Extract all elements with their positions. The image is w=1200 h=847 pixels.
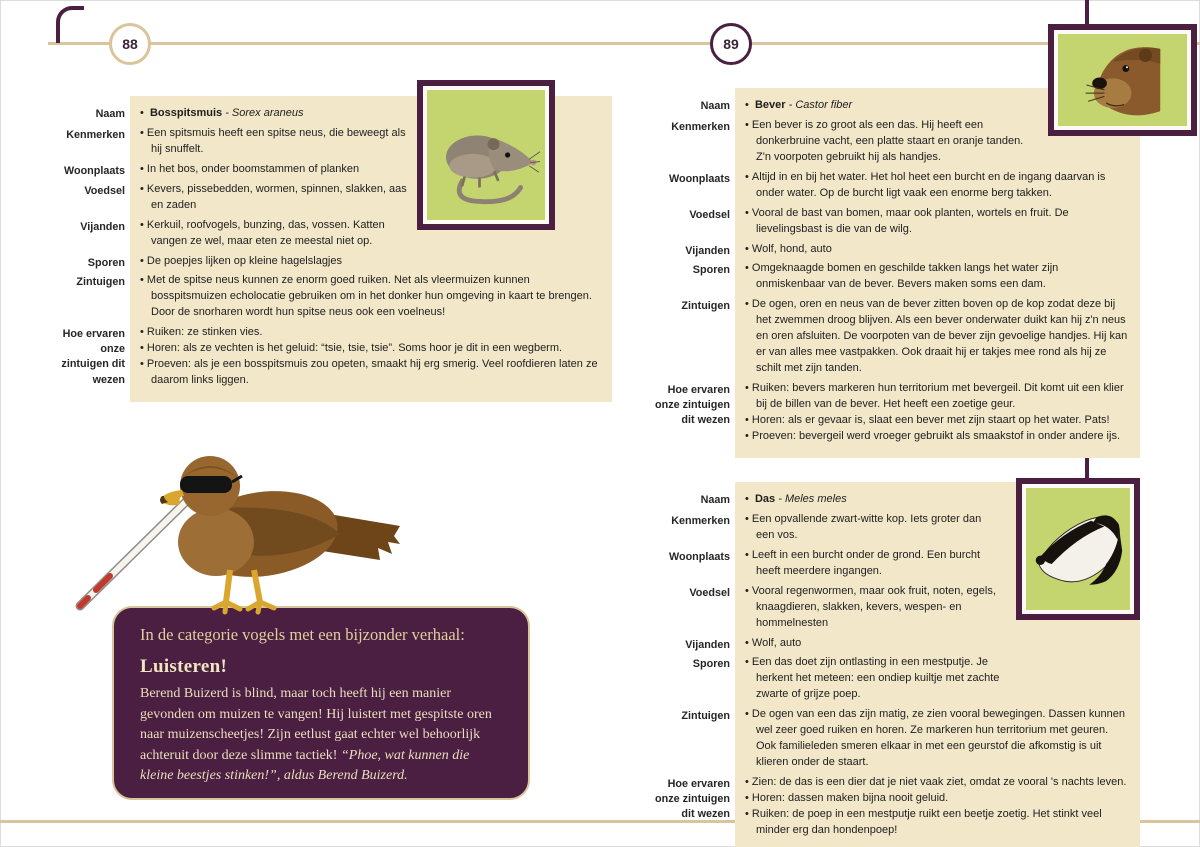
fact-label: Vijanden: [80, 220, 125, 233]
fact-label: Voedsel: [84, 184, 125, 197]
animal-name: Bever: [754, 99, 786, 111]
story-body-text: Berend Buizerd is blind, maar toch heeft hij een manier gevonden om muizen te vangen! Hij luistert met gespitste oren naar muizenscheetjes! Zijn eetlust gaat echter wel behoorlijk achteruit door deze slimme tactiek!: [140, 686, 492, 763]
corner-bracket: [56, 6, 84, 43]
fact-item: • De poepjes lijken op kleine hagelslagjes: [140, 254, 600, 270]
shrew-image: [417, 80, 555, 230]
fact-content: [735, 653, 1140, 705]
fact-content: [130, 323, 612, 402]
fact-item: • Een das doet zijn ontlasting in een mestputje. Je herkent het meteen: een ondiep kuiltje met zachte zwarte of grijze poep.: [745, 655, 1002, 703]
fact-item: • Omgeknaagde bomen en geschilde takken langs het water zijn onmiskenbaar van de bever. Bevers maken soms een dam.: [745, 261, 1128, 293]
fact-label: Hoe ervaren onze zintuigen dit wezen: [61, 328, 125, 386]
fact-label: Zintuigen: [681, 710, 730, 723]
fact-label: Voedsel: [689, 586, 730, 599]
fact-label: Naam: [700, 100, 730, 112]
beaver-illustration: [1063, 39, 1182, 121]
fact-content: [735, 204, 1140, 240]
animal-name: Das: [754, 493, 776, 505]
page-number-left-label: 88: [122, 36, 138, 52]
fact-content: [735, 259, 1140, 295]
fact-item: • Ruiken: ze stinken vies.: [140, 325, 600, 341]
fact-content: [735, 168, 1140, 204]
fact-label: Sporen: [87, 256, 125, 269]
fact-content: [130, 271, 612, 323]
fact-item: • De ogen, oren en neus van de bever zitten boven op de kop zodat deze bij het zwemmen droog blijven. Als een bever onderwater duikt kan hij z'n neus en oren afsluiten. De voorpoten van de bever zijn gevoelige handjes. Hij kan er van alles mee vastpakken. Ook draait hij er takjes mee rond als hij ze schilt met zijn tanden.: [745, 297, 1128, 377]
shrew-illustration: [432, 95, 540, 215]
fact-content: [735, 634, 1140, 654]
story-body: [140, 684, 502, 787]
beaver-image: [1048, 24, 1197, 136]
badger-illustration: [1031, 493, 1125, 605]
fact-label: Hoe ervaren onze zintuigen dit wezen: [655, 384, 730, 427]
fact-label: Woonplaats: [669, 172, 730, 185]
fact-label: Vijanden: [685, 638, 730, 651]
fact-item: • In het bos, onder boomstammen of planken: [140, 162, 412, 178]
animal-latin: - Castor fiber: [788, 99, 853, 111]
fact-item: • Met de spitse neus kunnen ze enorm goed ruiken. Net als vleermuizen kunnen bosspitsmuizen echolocatie gebruiken om in het donker hun omgeving in kaart te brengen. Door de snorharen wordt hun spitse neus ook een voelneus!: [140, 273, 600, 321]
fact-label: Naam: [700, 494, 730, 506]
fact-item: • Zien: de das is een dier dat je niet vaak ziet, omdat ze vooral 's nachts leven.: [745, 775, 1128, 791]
fact-item: • Proeven: bevergeil werd vroeger gebruikt als smaakstof in onder andere ijs.: [745, 429, 1128, 445]
buzzard-illustration: [58, 446, 408, 621]
fact-item: • De ogen van een das zijn matig, ze zien vooral bewegingen. Dassen kunnen wel zeer goed ruiken en horen. Ze markeren hun territorium met geuren. Ook familieleden smeren elkaar in met een geurstof die afkomstig is uit klieren onder de staart.: [745, 707, 1128, 771]
animal-name: Bosspitsmuis: [149, 107, 223, 119]
top-rule: [48, 42, 1200, 45]
fact-label: Voedsel: [689, 208, 730, 221]
animal-latin: - Sorex araneus: [225, 107, 304, 119]
fact-label: Kenmerken: [671, 120, 730, 133]
fact-item: • Horen: als er gevaar is, slaat een bever met zijn staart op het water. Pats!: [745, 413, 1128, 429]
fact-label: Kenmerken: [671, 514, 730, 527]
fact-content: [735, 379, 1140, 458]
fact-label: Naam: [95, 108, 125, 120]
fact-label: Vijanden: [685, 244, 730, 257]
badger-image: [1016, 478, 1140, 620]
fact-label: Woonplaats: [64, 164, 125, 177]
fact-content: [130, 252, 612, 272]
story-title: In de categorie vogels met een bijzonder verhaal:: [140, 625, 465, 644]
fact-item: • Proeven: als je een bosspitsmuis zou opeten, smaakt hij erg smerig. Veel roofdieren laten ze daarom links liggen.: [140, 357, 600, 389]
fact-sheet-bever: [650, 88, 1140, 458]
fact-label: Woonplaats: [669, 550, 730, 563]
story-heading: Luisteren!: [140, 656, 228, 677]
fact-item: • Kevers, pissebedden, wormen, spinnen, slakken, aas en zaden: [140, 182, 412, 214]
page-number-right-label: 89: [723, 36, 739, 52]
fact-item: • Een bever is zo groot als een das. Hij heeft een donkerbruine vacht, een platte staart en oranje tanden. Z'n voorpoten gebruikt hij als handjes.: [745, 118, 1040, 166]
fact-label: Zintuigen: [76, 276, 125, 289]
fact-label: Zintuigen: [681, 300, 730, 313]
fact-item: • Een opvallende zwart-witte kop. Iets groter dan een vos.: [745, 512, 1002, 544]
fact-item: • Leeft in een burcht onder de grond. Een burcht heeft meerdere ingangen.: [745, 548, 1002, 580]
fact-label: Kenmerken: [66, 128, 125, 141]
fact-content: [735, 295, 1140, 379]
fact-item: • Altijd in en bij het water. Het hol heet een burcht en de ingang daarvan is onder water. Op de burcht ligt vaak een enorme berg takken.: [745, 170, 1128, 202]
fact-label: Sporen: [692, 264, 730, 277]
story-box: [112, 606, 530, 800]
animal-latin: - Meles meles: [778, 493, 847, 505]
fact-item: • Wolf, auto: [745, 636, 1002, 652]
fact-content: [735, 773, 1140, 847]
animal-name-item: [745, 492, 1002, 508]
fact-item: • Ruiken: bevers markeren hun territorium met bevergeil. Dit komt uit een klier bij de billen van de bever. Het heeft een zoetige geur.: [745, 381, 1128, 413]
page-number-right: [710, 23, 752, 65]
fact-item: • Wolf, hond, auto: [745, 242, 1128, 258]
fact-item: • Ruiken: de poep in een mestputje ruikt een beetje zoetig. Het stinkt veel minder erg dan hondenpoep!: [745, 807, 1128, 839]
fact-item: • Kerkuil, roofvogels, bunzing, das, vossen. Katten vangen ze wel, maar eten ze meestal niet op.: [140, 218, 412, 250]
fact-item: • Vooral regenwormen, maar ook fruit, noten, egels, knaagdieren, slakken, kevers, wespen- en hommelnesten: [745, 584, 1002, 632]
fact-item: • Horen: dassen maken bijna nooit geluid.: [745, 791, 1128, 807]
fact-content: [735, 705, 1140, 773]
animal-name-item: [140, 106, 412, 122]
fact-item: • Een spitsmuis heeft een spitse neus, die beweegt als hij snuffelt.: [140, 126, 412, 158]
fact-label: Sporen: [692, 658, 730, 671]
story-quote: “Phoe, wat kunnen die kleine beestjes stinken!”, aldus Berend Buizerd.: [140, 747, 470, 784]
fact-content: [735, 240, 1140, 260]
fact-item: • Vooral de bast van bomen, maar ook planten, wortels en fruit. De lievelingsbast is die van de wilg.: [745, 206, 1128, 238]
fact-label: Hoe ervaren onze zintuigen dit wezen: [655, 778, 730, 821]
page-number-left: [109, 23, 151, 65]
fact-item: • Horen: als ze vechten is het geluid: “tsie, tsie, tsie”. Soms hoor je dit in een wegberm.: [140, 341, 600, 357]
